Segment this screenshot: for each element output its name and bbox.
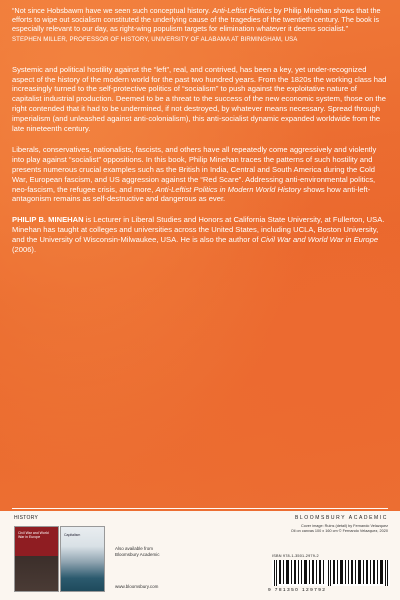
author-other-book-title: Civil War and World War in Europe [260, 235, 379, 245]
author-name: PHILIP B. MINEHAN [12, 215, 84, 225]
author-bio [12, 215, 387, 255]
paragraph-2-lead: Liberals, conservatives, nationalists, fascists, and others have all repeatedly come aggressively and violently into play against “socialist” oppositions. In this book, Philip Minehan traces the patterns of such hostility and presents numerous crucial examples such as the British in India, Central and South America during the Cold War, European fascism, and US aggression against the “Red Scare”. Addressing anti-environmental politics, neo-fascism, the refugee crisis, and more, [12, 144, 377, 194]
credit-line-1: Cover image: Ruins (detail) by Fernando Velazquez [301, 524, 388, 528]
related-book-cover-2 [60, 526, 105, 592]
description-paragraph-1: Systemic and political hostility against the “left”, real, and contrived, has been a key, yet under-recognized aspect of the history of the modern world for the past two hundred years. From the 1820s the working class had increasingly turned to the self-protective politics of “socialism” to push against the exploitative nature of capitalist industrial production. Deemed to be a threat to the success of the new economic system, those on the right contended that it had to be undermined, if not destroyed, by whatever means necessary. Spread through imperialism (and unleashed against anti-colonialism), this anti-socialist dynamic expanded worldwide from the late nineteenth century. [12, 64, 387, 134]
isbn-text: ISBN 978-1-3501-2979-2 [272, 554, 319, 558]
quote-book-title: Anti-Leftist Politics [212, 6, 272, 15]
related-book-cover-1 [14, 526, 59, 592]
paragraph-2-book-title: Anti-Leftist Politics in Modern World History [155, 184, 302, 194]
barcode-number: 9 781350 129792 [268, 588, 327, 593]
cover-text-area [12, 6, 387, 255]
quote-lead: “Not since Hobsbawm have we seen such conceptual history. [12, 6, 213, 15]
publisher-logo-text: BLOOMSBURY ACADEMIC [294, 515, 388, 521]
barcode-icon [272, 560, 390, 586]
credit-line-2: Oil on canvas 100 x 160 cm © Fernando Velazquez, 2020 [290, 528, 388, 533]
description-paragraph-2 [12, 145, 387, 204]
author-bio-tail: (2006). [12, 245, 37, 255]
cover-image-credit [218, 524, 388, 534]
subject-category: HISTORY [14, 515, 39, 521]
author-bio-body: is Lecturer in Liberal Studies and Honors at California State University, at Fullerton, USA. Minehan has taught at colleges and universities across the United States, including UCLA, Boston University, and the University of Wisconsin-Milwaukee, USA. He is also the author of [12, 215, 385, 245]
footer-divider [12, 508, 388, 509]
quote-body: by Philip Minehan shows that the efforts to wipe out socialism constituted the underlying cause of the tragedies of the twentieth century. The book is especially relevant to our day, as right-wing populism targets for elimination whatever it deems socialist.” [12, 6, 381, 34]
also-available-line-1: Also available from [115, 546, 154, 551]
quote-attribution: STEPHEN MILLER, PROFESSOR OF HISTORY, UNIVERSITY OF ALABAMA AT BIRMINGHAM, USA [12, 35, 298, 43]
also-available-note [115, 546, 160, 558]
publisher-website: www.bloomsbury.com [115, 584, 159, 589]
paragraph-2-tail: shows how anti-left-antagonism remains as self-destructive and dangerous as ever. [12, 184, 371, 204]
endorsement-quote [12, 6, 387, 34]
related-book-1-title: Civil War and World War in Europe [18, 531, 49, 540]
also-available-line-2: Bloomsbury Academic [115, 552, 160, 557]
related-book-2-title: Capitalism [64, 533, 81, 537]
